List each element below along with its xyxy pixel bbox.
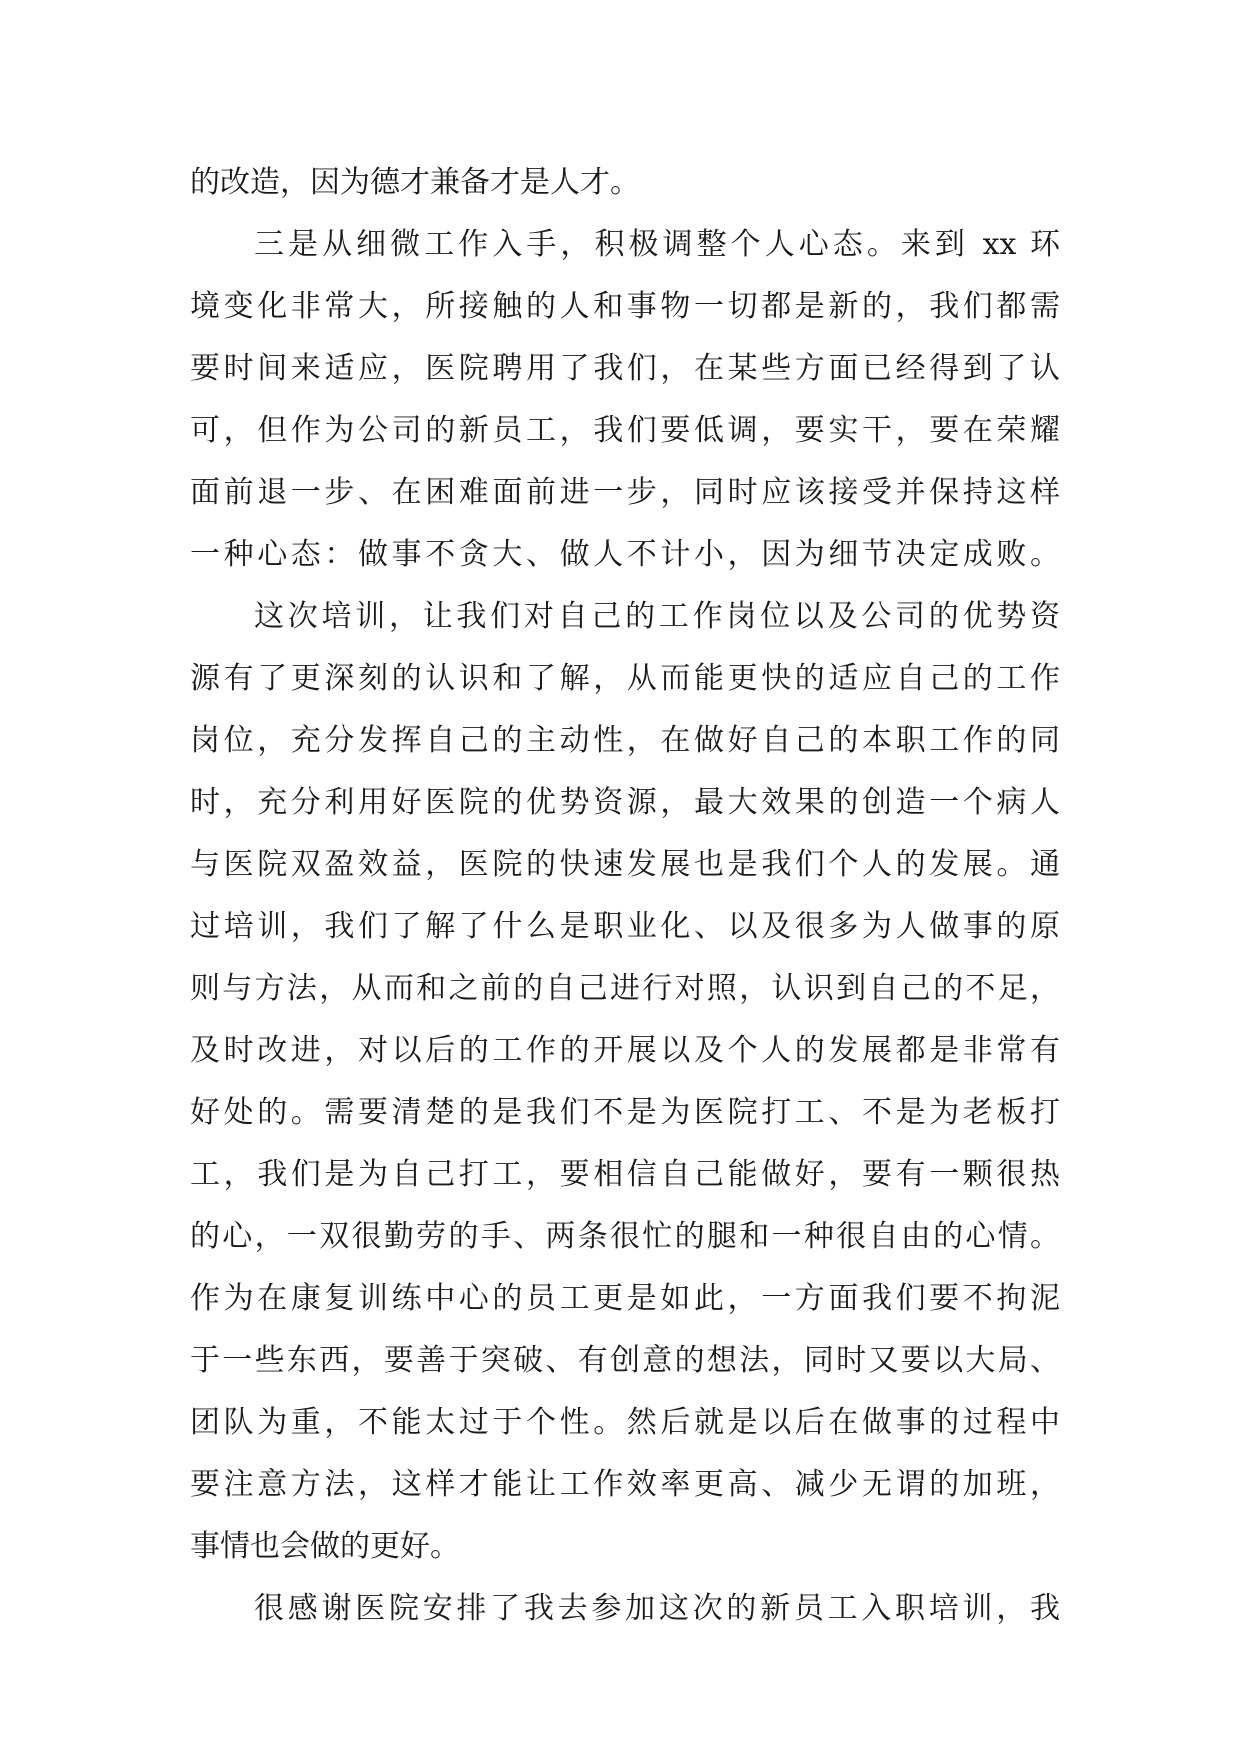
text-line-20: 于一些东西，要善于突破、有创意的想法，同时又要以大局、 (190, 1343, 1060, 1378)
text-line-4: 要时间来适应，医院聘用了我们，在某些方面已经得到了认 (190, 351, 1060, 386)
text-line-2: 三是从细微工作入手，积极调整个人心态。来到 xx 环 (254, 227, 1060, 262)
text-line-9: 源有了更深刻的认识和了解，从而能更快的适应自己的工作 (190, 661, 1060, 696)
text-line-10: 岗位，充分发挥自己的主动性，在做好自己的本职工作的同 (190, 723, 1060, 758)
text-line-1: 的改造，因为德才兼备才是人才。 (190, 165, 640, 200)
text-line-8: 这次培训，让我们对自己的工作岗位以及公司的优势资 (254, 599, 1060, 634)
text-line-21: 团队为重，不能太过于个性。然后就是以后在做事的过程中 (190, 1405, 1060, 1440)
text-line-15: 及时改进，对以后的工作的开展以及个人的发展都是非常有 (190, 1033, 1060, 1068)
text-line-18: 的心，一双很勤劳的手、两条很忙的腿和一种很自由的心情。 (190, 1219, 1060, 1254)
text-line-22: 要注意方法，这样才能让工作效率更高、减少无谓的加班， (190, 1467, 1060, 1502)
text-line-5: 可，但作为公司的新员工，我们要低调，要实干，要在荣耀 (190, 413, 1060, 448)
text-line-6: 面前退一步、在困难面前进一步，同时应该接受并保持这样 (190, 475, 1060, 510)
text-line-14: 则与方法，从而和之前的自己进行对照，认识到自己的不足， (190, 971, 1060, 1006)
text-line-13: 过培训，我们了解了什么是职业化、以及很多为人做事的原 (190, 909, 1060, 944)
text-line-7: 一种心态：做事不贪大、做人不计小，因为细节决定成败。 (190, 537, 1060, 572)
text-line-23: 事情也会做的更好。 (190, 1529, 460, 1564)
text-line-12: 与医院双盈效益，医院的快速发展也是我们个人的发展。通 (190, 847, 1060, 882)
text-line-16: 好处的。需要清楚的是我们不是为医院打工、不是为老板打 (190, 1095, 1060, 1130)
text-line-11: 时，充分利用好医院的优势资源，最大效果的创造一个病人 (190, 785, 1060, 820)
text-line-3: 境变化非常大，所接触的人和事物一切都是新的，我们都需 (190, 289, 1060, 324)
text-line-17: 工，我们是为自己打工，要相信自己能做好，要有一颗很热 (190, 1157, 1060, 1192)
text-line-19: 作为在康复训练中心的员工更是如此，一方面我们要不拘泥 (190, 1281, 1060, 1316)
text-line-24: 很感谢医院安排了我去参加这次的新员工入职培训，我 (254, 1591, 1060, 1626)
